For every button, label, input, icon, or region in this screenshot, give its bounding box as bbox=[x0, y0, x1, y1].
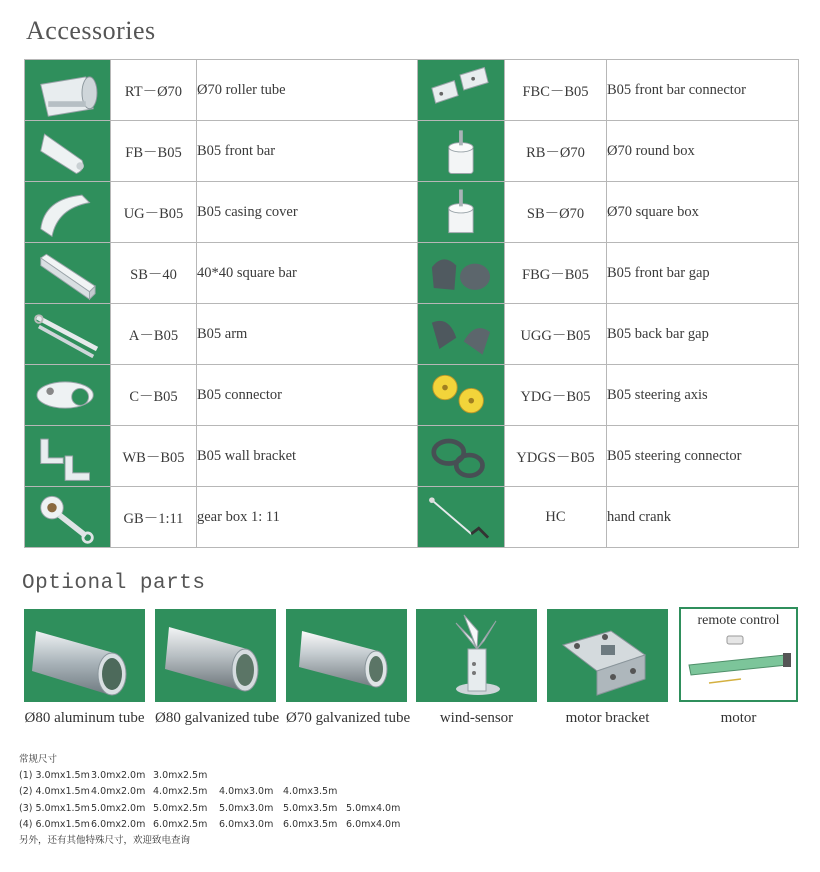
steering-axis-icon bbox=[418, 365, 502, 425]
accessory-description: B05 back bar gap bbox=[607, 304, 799, 365]
accessory-row bbox=[25, 487, 799, 548]
optional-label-aluminum-tube: Ø80 aluminum tube bbox=[24, 710, 145, 726]
accessory-description: B05 casing cover bbox=[197, 182, 418, 243]
accessory-code: YDGS－B05 bbox=[505, 426, 607, 487]
accessory-code: FB－B05 bbox=[111, 121, 197, 182]
gear-box-icon bbox=[25, 487, 109, 547]
accessory-row bbox=[25, 182, 799, 243]
accessory-image bbox=[25, 487, 111, 548]
accessory-image bbox=[25, 426, 111, 487]
size-value: 3.0mx2.5m bbox=[153, 770, 208, 782]
accessory-code: C－B05 bbox=[111, 365, 197, 426]
size-value: 6.0mx4.0m bbox=[346, 818, 401, 830]
accessory-image bbox=[418, 182, 505, 243]
accessory-image bbox=[25, 121, 111, 182]
sizes-title: 常规尺寸 bbox=[19, 754, 58, 765]
sizes-footer: 另外，还有其他特殊尺寸，欢迎致电查询 bbox=[19, 835, 191, 847]
accessory-code: A－B05 bbox=[111, 304, 197, 365]
size-row bbox=[19, 817, 406, 833]
accessory-description: B05 front bar connector bbox=[607, 60, 799, 121]
optional-item-motor-bracket bbox=[547, 609, 668, 702]
accessory-description: B05 wall bracket bbox=[197, 426, 418, 487]
accessory-description: hand crank bbox=[607, 487, 799, 548]
size-value: 4.0mx3.0m bbox=[219, 786, 274, 798]
accessory-description: Ø70 round box bbox=[607, 121, 799, 182]
accessory-code: SB－40 bbox=[111, 243, 197, 304]
front-bar-connector-icon bbox=[418, 60, 502, 120]
accessory-code: GB－1:11 bbox=[111, 487, 197, 548]
optional-label-galvanized-tube-70: Ø70 galvanized tube bbox=[286, 710, 411, 726]
accessory-image bbox=[418, 243, 505, 304]
galvanized-tube-70-icon bbox=[286, 609, 407, 702]
size-row bbox=[19, 784, 406, 800]
size-value: 6.0mx3.5m bbox=[283, 818, 338, 830]
optional-label-galvanized-tube-80: Ø80 galvanized tube bbox=[155, 710, 280, 726]
optional-item-wind-sensor bbox=[416, 609, 537, 702]
hand-crank-icon bbox=[418, 487, 502, 547]
size-value: 5.0mx2.5m bbox=[153, 802, 208, 814]
accessory-description: B05 steering connector bbox=[607, 426, 799, 487]
wind-sensor-icon bbox=[416, 609, 537, 702]
size-value: 5.0mx2.0m bbox=[91, 802, 146, 814]
optional-item-galvanized-tube-70 bbox=[286, 609, 407, 702]
accessory-description: gear box 1: 11 bbox=[197, 487, 418, 548]
optional-item-aluminum-tube bbox=[24, 609, 145, 702]
accessory-description: Ø70 square box bbox=[607, 182, 799, 243]
accessory-image bbox=[25, 243, 111, 304]
accessory-image bbox=[25, 60, 111, 121]
accessory-image bbox=[418, 426, 505, 487]
accessories-table bbox=[24, 59, 799, 548]
accessory-image bbox=[25, 304, 111, 365]
accessory-code: FBC－B05 bbox=[505, 60, 607, 121]
accessory-code: FBG－B05 bbox=[505, 243, 607, 304]
optional-item-motor bbox=[679, 607, 798, 702]
accessory-code: SB－Ø70 bbox=[505, 182, 607, 243]
size-value: 4.0mx2.0m bbox=[91, 786, 146, 798]
accessory-row bbox=[25, 365, 799, 426]
front-bar-gap-icon bbox=[418, 243, 502, 303]
size-value: 5.0mx4.0m bbox=[346, 802, 401, 814]
square-box-icon bbox=[418, 182, 502, 242]
square-bar-icon bbox=[25, 243, 109, 303]
accessory-code: UG－B05 bbox=[111, 182, 197, 243]
size-value: 3.0mx2.0m bbox=[91, 770, 146, 782]
accessory-code: YDG－B05 bbox=[505, 365, 607, 426]
accessory-row bbox=[25, 426, 799, 487]
size-value: (2) 4.0mx1.5m bbox=[19, 786, 90, 798]
size-value: 5.0mx3.5m bbox=[283, 802, 338, 814]
steering-connector-icon bbox=[418, 426, 502, 486]
accessory-row bbox=[25, 243, 799, 304]
size-value: 6.0mx2.0m bbox=[91, 818, 146, 830]
aluminum-tube-icon bbox=[24, 609, 145, 702]
accessory-row bbox=[25, 304, 799, 365]
accessory-code: UGG－B05 bbox=[505, 304, 607, 365]
accessory-row bbox=[25, 60, 799, 121]
accessory-image bbox=[418, 487, 505, 548]
accessory-code: RB－Ø70 bbox=[505, 121, 607, 182]
size-value: 4.0mx2.5m bbox=[153, 786, 208, 798]
arm-icon bbox=[25, 304, 109, 364]
connector-icon bbox=[25, 365, 109, 425]
size-row bbox=[19, 768, 406, 784]
accessory-description: 40*40 square bar bbox=[197, 243, 418, 304]
accessory-row bbox=[25, 121, 799, 182]
accessory-image bbox=[25, 365, 111, 426]
accessory-description: B05 front bar bbox=[197, 121, 418, 182]
accessory-code: HC bbox=[505, 487, 607, 548]
accessory-description: B05 steering axis bbox=[607, 365, 799, 426]
front-bar-icon bbox=[25, 121, 109, 181]
remote-control-label: remote control bbox=[697, 613, 780, 628]
accessory-image bbox=[418, 365, 505, 426]
size-value: (1) 3.0mx1.5m bbox=[19, 770, 90, 782]
motor-bracket-icon bbox=[547, 609, 668, 702]
casing-cover-icon bbox=[25, 182, 109, 242]
size-value: (4) 6.0mx1.5m bbox=[19, 818, 90, 830]
round-box-icon bbox=[418, 121, 502, 181]
accessory-image bbox=[418, 304, 505, 365]
accessory-description: B05 arm bbox=[197, 304, 418, 365]
optional-item-galvanized-tube-80 bbox=[155, 609, 276, 702]
optional-parts-heading: Optional parts bbox=[22, 572, 206, 595]
accessory-description: B05 connector bbox=[197, 365, 418, 426]
size-value: 6.0mx2.5m bbox=[153, 818, 208, 830]
size-value: 5.0mx3.0m bbox=[219, 802, 274, 814]
motor-icon bbox=[681, 609, 796, 700]
accessory-code: RT－Ø70 bbox=[111, 60, 197, 121]
optional-label-wind-sensor: wind-sensor bbox=[439, 710, 514, 726]
size-row bbox=[19, 801, 406, 817]
wall-bracket-icon bbox=[25, 426, 109, 486]
optional-label-motor: motor bbox=[720, 710, 757, 726]
roller-tube-icon bbox=[25, 60, 109, 120]
accessory-image bbox=[418, 121, 505, 182]
size-value: 4.0mx3.5m bbox=[283, 786, 338, 798]
accessory-code: WB－B05 bbox=[111, 426, 197, 487]
accessory-image bbox=[418, 60, 505, 121]
galvanized-tube-80-icon bbox=[155, 609, 276, 702]
accessory-description: Ø70 roller tube bbox=[197, 60, 418, 121]
size-value: (3) 5.0mx1.5m bbox=[19, 802, 90, 814]
accessory-description: B05 front bar gap bbox=[607, 243, 799, 304]
optional-label-motor-bracket: motor bracket bbox=[565, 710, 650, 726]
accessories-heading: Accessories bbox=[26, 16, 156, 45]
back-bar-gap-icon bbox=[418, 304, 502, 364]
standard-sizes bbox=[19, 752, 406, 849]
accessory-image bbox=[25, 182, 111, 243]
size-value: 6.0mx3.0m bbox=[219, 818, 274, 830]
